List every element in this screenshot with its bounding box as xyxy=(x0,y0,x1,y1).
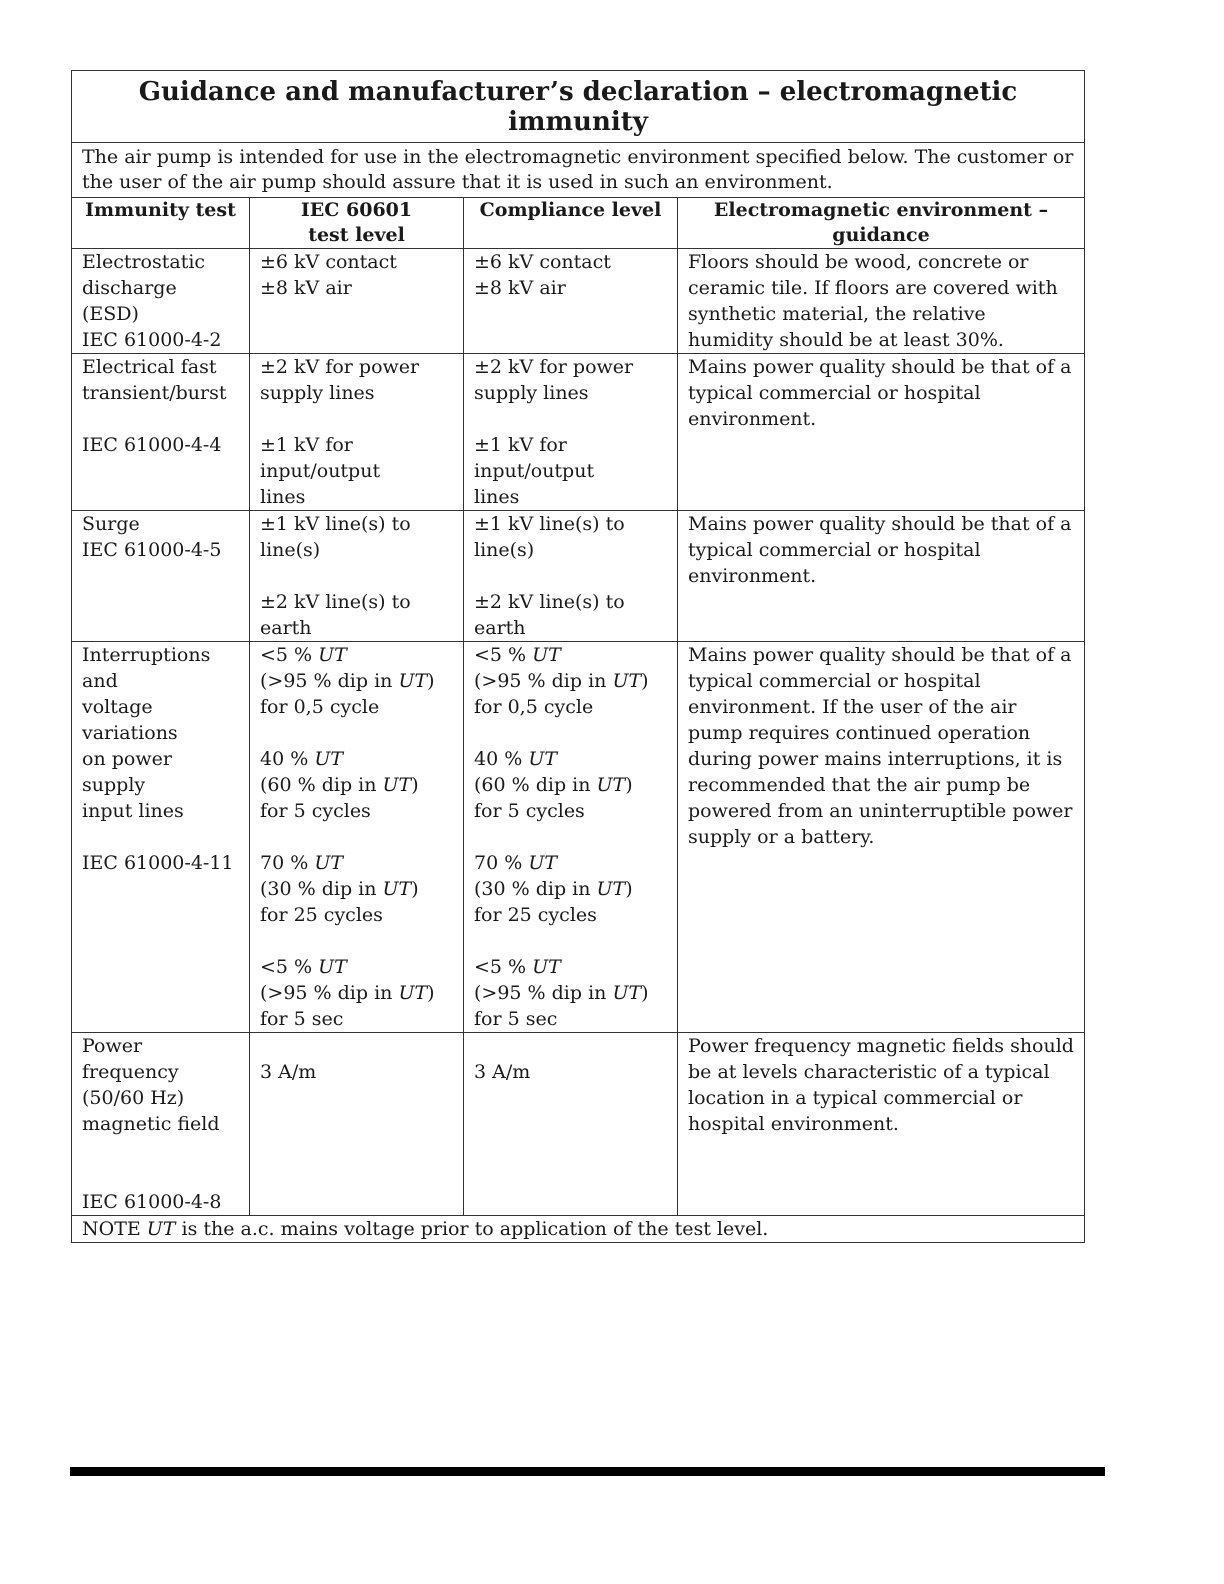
test-level-cell: ±1 kV line(s) to line(s) ±2 kV line(s) to earth xyxy=(250,511,464,642)
test-level-cell: <5 % UT (>95 % dip in UT) for 0,5 cycle 40 % UT (60 % dip in UT) for 5 cycles 70 % UT (30 % dip in UT) for 25 cycles <5 % UT (>95 % dip in UT) for 5 sec xyxy=(250,642,464,1033)
test-level-cell: 3 A/m xyxy=(250,1033,464,1216)
guidance-cell: Floors should be wood, concrete or ceramic tile. If floors are covered with synthetic material, the relative humidity should be at least 30%. xyxy=(678,249,1085,354)
compliance-cell: ±1 kV line(s) to line(s) ±2 kV line(s) to earth xyxy=(464,511,678,642)
footer-rule xyxy=(70,1467,1105,1476)
compliance-cell: 3 A/m xyxy=(464,1033,678,1216)
table-row xyxy=(72,642,1085,1033)
table-row xyxy=(72,511,1085,642)
header-environment-guidance: Electromagnetic environment – guidance xyxy=(678,198,1085,249)
test-cell: Electrostatic discharge (ESD) IEC 61000-4-2 xyxy=(72,249,250,354)
table-note xyxy=(72,1216,1085,1243)
table-title: Guidance and manufacturer’s declaration – electromagnetic immunity xyxy=(72,71,1085,143)
immunity-table xyxy=(71,70,1085,1243)
table-row xyxy=(72,249,1085,354)
intro-text: The air pump is intended for use in the electromagnetic environment specified below. The customer or the user of the air pump should assure that it is used in such an environment. xyxy=(72,143,1085,198)
guidance-cell: Mains power quality should be that of a typical commercial or hospital environment. If the user of the air pump requires continued operation during power mains interruptions, it is recommended that the air pump be powered from an uninterruptible power supply or a battery. xyxy=(678,642,1085,1033)
compliance-cell: ±2 kV for power supply lines ±1 kV for input/output lines xyxy=(464,354,678,511)
header-immunity-test: Immunity test xyxy=(72,198,250,249)
table-row xyxy=(72,354,1085,511)
test-level-cell: ±6 kV contact ±8 kV air xyxy=(250,249,464,354)
header-compliance-level: Compliance level xyxy=(464,198,678,249)
test-cell: Interruptions and voltage variations on power supply input lines IEC 61000-4-11 xyxy=(72,642,250,1033)
test-cell: Electrical fast transient/burst IEC 61000-4-4 xyxy=(72,354,250,511)
header-test-level: IEC 60601 test level xyxy=(250,198,464,249)
guidance-cell: Power frequency magnetic fields should be at levels characteristic of a typical location in a typical commercial or hospital environment. xyxy=(678,1033,1085,1216)
table-body xyxy=(72,249,1085,1216)
note-text: NOTE UT is the a.c. mains voltage prior to application of the test level. xyxy=(82,1218,769,1240)
test-cell: Power frequency (50/60 Hz) magnetic field IEC 61000-4-8 xyxy=(72,1033,250,1216)
compliance-cell: <5 % UT (>95 % dip in UT) for 0,5 cycle 40 % UT (60 % dip in UT) for 5 cycles 70 % UT (30 % dip in UT) for 25 cycles <5 % UT (>95 % dip in UT) for 5 sec xyxy=(464,642,678,1033)
compliance-cell: ±6 kV contact ±8 kV air xyxy=(464,249,678,354)
test-level-cell: ±2 kV for power supply lines ±1 kV for input/output lines xyxy=(250,354,464,511)
table-row xyxy=(72,1033,1085,1216)
test-cell: Surge IEC 61000-4-5 xyxy=(72,511,250,642)
guidance-cell: Mains power quality should be that of a typical commercial or hospital environment. xyxy=(678,354,1085,511)
guidance-cell: Mains power quality should be that of a typical commercial or hospital environment. xyxy=(678,511,1085,642)
